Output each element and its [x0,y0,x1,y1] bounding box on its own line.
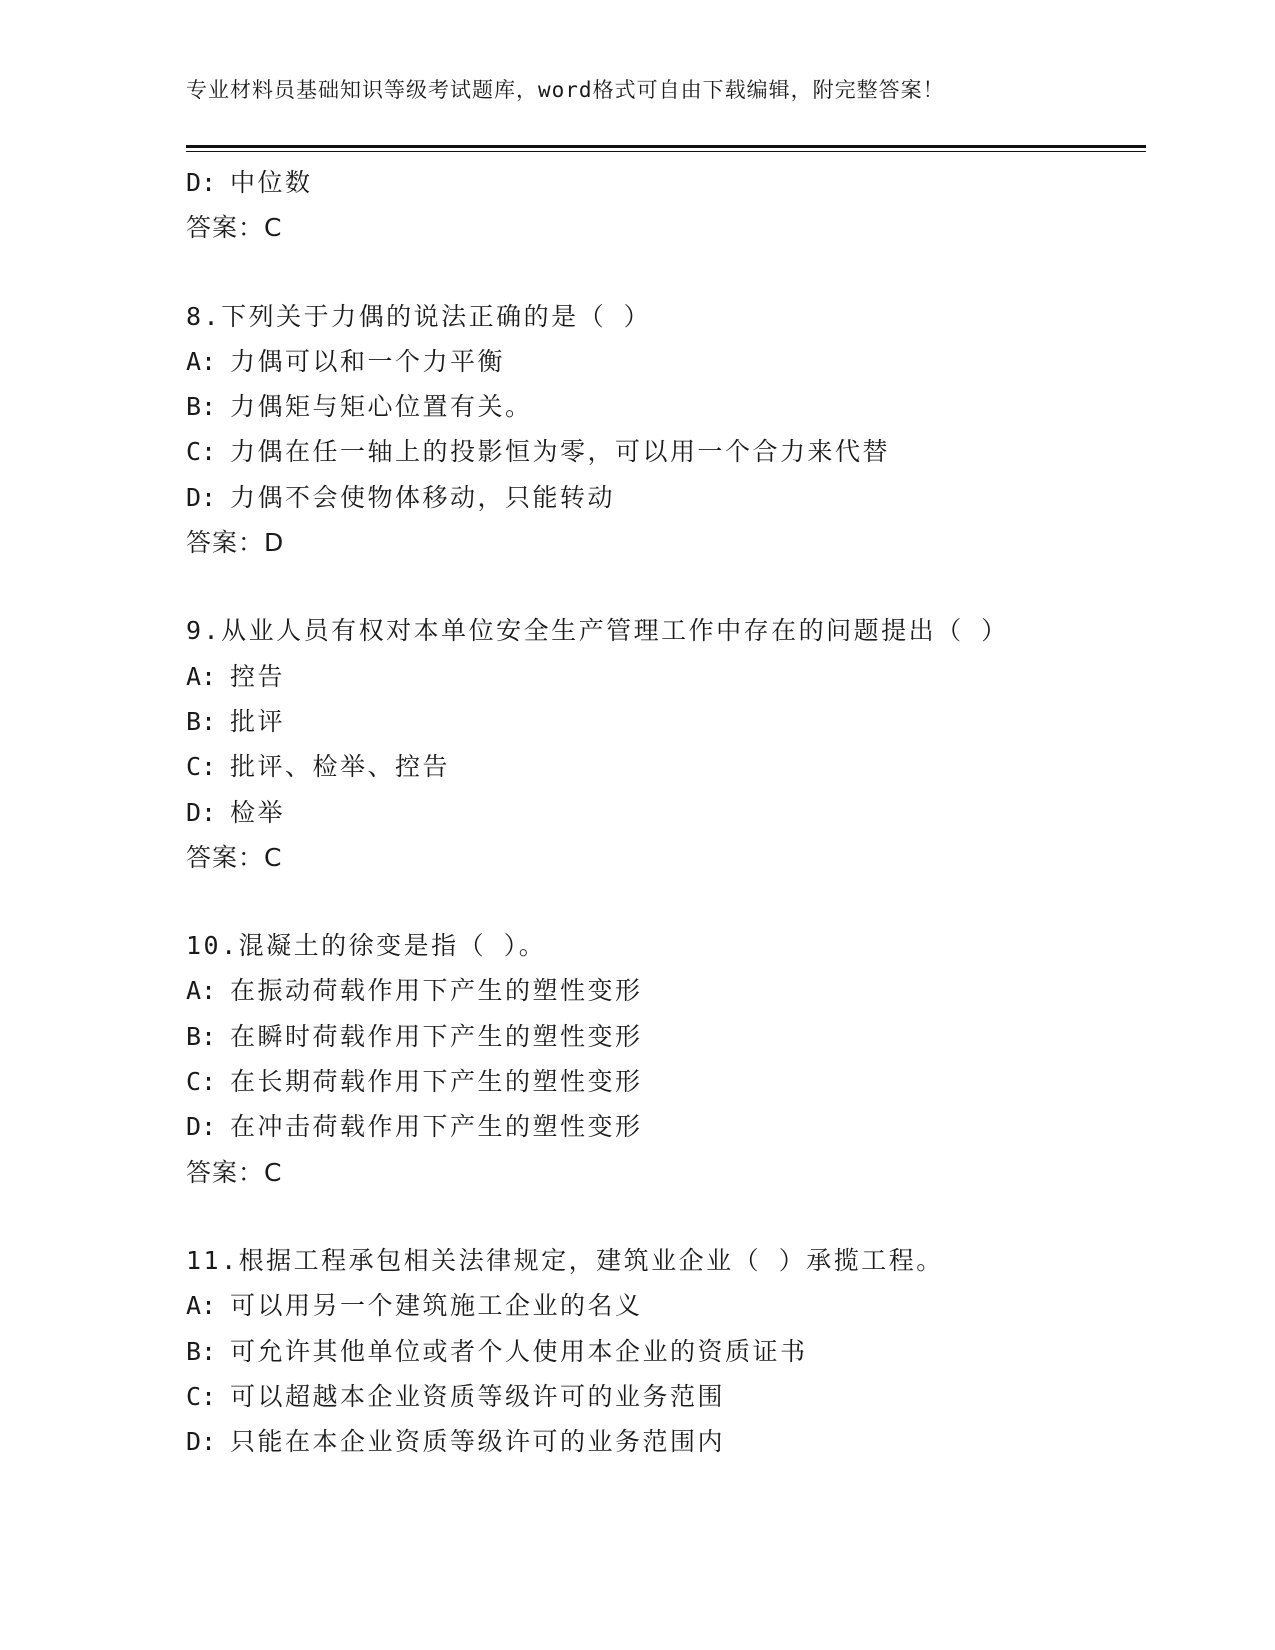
option-row [186,1059,1166,1104]
document-body [186,160,1166,1464]
option-text: 在瞬时荷载作用下产生的塑性变形 [230,1021,643,1051]
option-text: 力偶矩与矩心位置有关。 [230,392,533,422]
option-letter: B: [186,392,217,422]
header-rule-thin [186,151,1146,152]
option-row [186,160,1166,205]
option-letter: C: [186,1381,217,1411]
question-title: 10.混凝土的徐变是指（ ）。 [186,931,547,961]
option-text: 检举 [230,797,286,827]
option-text: 控告 [230,661,286,691]
option-letter: A: [186,346,217,376]
option-text: 只能在本企业资质等级许可的业务范围内 [230,1427,726,1457]
option-text: 可以超越本企业资质等级许可的业务范围 [230,1381,726,1411]
option-text: 在振动荷载作用下产生的塑性变形 [230,976,643,1006]
option-letter: D: [186,1427,217,1457]
option-row [186,654,1166,699]
option-text: 力偶不会使物体移动，只能转动 [230,482,616,512]
option-text: 力偶可以和一个力平衡 [230,346,506,376]
option-row [186,1329,1166,1374]
option-text: 批评、检举、控告 [230,752,451,782]
option-letter: D: [186,482,217,512]
option-row [186,699,1166,744]
option-text: 中位数 [230,168,313,197]
question-title: 11.根据工程承包相关法律规定，建筑业企业（ ）承揽工程。 [186,1245,944,1275]
option-row [186,339,1166,384]
option-text: 在冲击荷载作用下产生的塑性变形 [230,1112,643,1142]
question-title: 9.从业人员有权对本单位安全生产管理工作中存在的问题提出（ ） [186,616,1009,646]
option-letter: C: [186,437,217,467]
option-letter: C: [186,752,217,782]
option-row [186,1283,1166,1328]
option-text: 在长期荷载作用下产生的塑性变形 [230,1067,643,1097]
option-row [186,744,1166,789]
option-row [186,1374,1166,1419]
option-letter: B: [186,1336,217,1366]
option-row [186,790,1166,835]
option-row [186,1014,1166,1059]
option-letter: C: [186,1067,217,1097]
option-letter: A: [186,1291,217,1321]
option-letter: D: [186,1112,217,1142]
option-row [186,429,1166,474]
answer-line: 答案：C [186,1157,283,1187]
option-row [186,1419,1166,1464]
option-row [186,475,1166,520]
answer-line: 答案：C [186,213,283,243]
option-letter: A: [186,976,217,1006]
option-letter: A: [186,661,217,691]
option-letter: D: [186,168,217,197]
answer-line: 答案：D [186,528,285,558]
question-block [186,923,1166,1195]
question-title: 8.下列关于力偶的说法正确的是（ ） [186,301,652,331]
page-header: 专业材料员基础知识等级考试题库，word格式可自由下载编辑，附完整答案！ [186,78,945,102]
header-rule-thick [186,145,1146,148]
option-letter: B: [186,706,217,736]
option-row [186,384,1166,429]
option-text: 批评 [230,706,286,736]
question-block [186,608,1166,880]
question-block [186,294,1166,566]
question-block [186,1238,1166,1464]
answer-line: 答案：C [186,842,283,872]
option-letter: B: [186,1021,217,1051]
option-text: 力偶在任一轴上的投影恒为零，可以用一个合力来代替 [230,437,891,467]
option-row [186,1104,1166,1149]
option-text: 可以用另一个建筑施工企业的名义 [230,1291,643,1321]
option-letter: D: [186,797,217,827]
option-text: 可允许其他单位或者个人使用本企业的资质证书 [230,1336,808,1366]
option-row [186,968,1166,1013]
